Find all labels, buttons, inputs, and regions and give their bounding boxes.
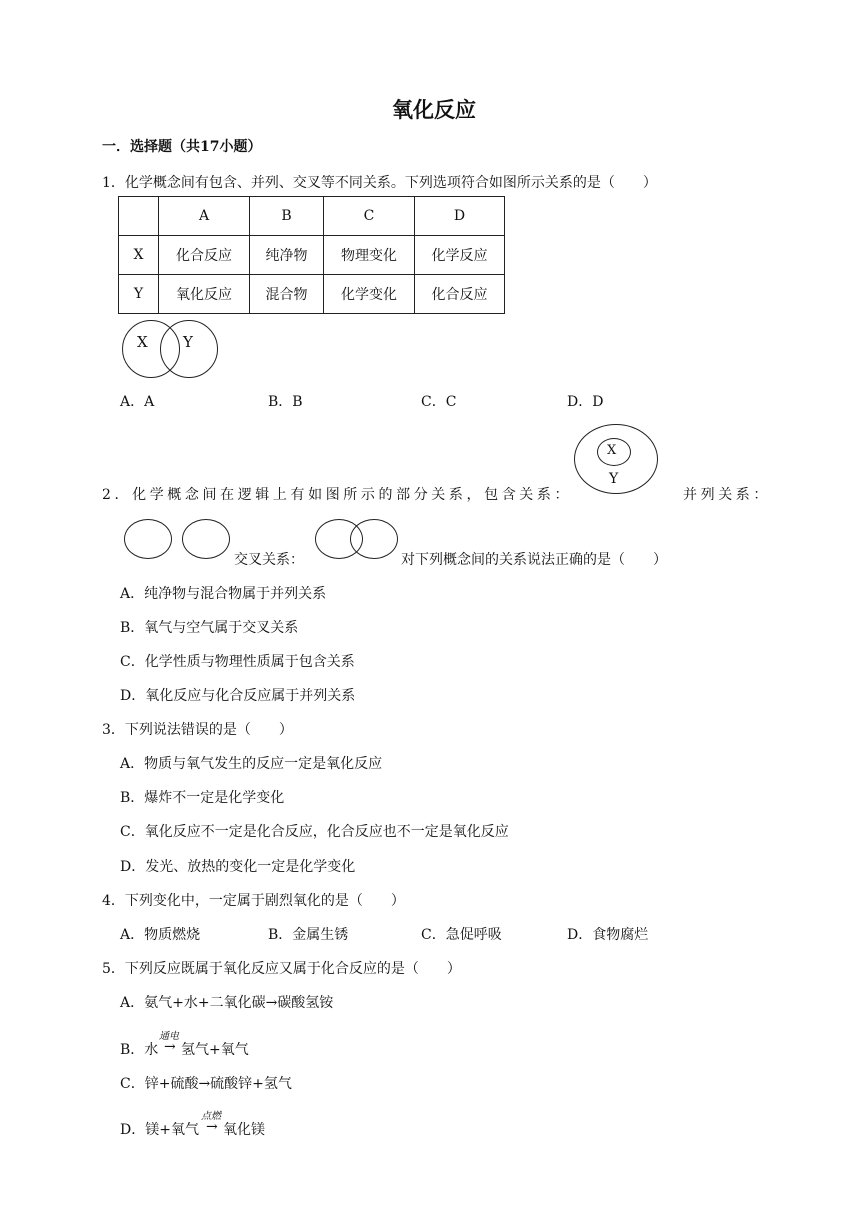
q5-stem: 5．下列反应既属于氧化反应又属于化合反应的是（ ） — [102, 961, 461, 977]
q1-options-table — [118, 196, 505, 314]
q3-option-c: C．氧化反应不一定是化合反应，化合反应也不一定是氧化反应 — [120, 824, 509, 840]
page-title: 氧化反应 — [392, 98, 476, 122]
table-cell: 化合反应 — [415, 275, 505, 314]
table-cell: C — [324, 197, 415, 236]
table-cell: 混合物 — [250, 275, 324, 314]
q5-option-d-condition: 点燃 — [201, 1111, 221, 1122]
q2-option-d: D．氧化反应与化合反应属于并列关系 — [120, 688, 356, 704]
q3-stem: 3．下列说法错误的是（ ） — [102, 722, 293, 738]
parallel-circle-1 — [124, 519, 172, 559]
q1-option-d: D．D — [567, 394, 604, 410]
q4-option-a: A．物质燃烧 — [120, 927, 201, 943]
table-cell: X — [119, 236, 159, 275]
q5-option-d-reactants: D．镁+氧气 — [120, 1122, 199, 1138]
q1-option-c: C．C — [421, 394, 457, 410]
venn-label-x: X — [137, 333, 148, 351]
table-cell: 化合反应 — [159, 236, 250, 275]
q5-option-d-product: 氧化镁 — [223, 1122, 265, 1138]
q5-option-a: A．氨气+水+二氧化碳→碳酸氢铵 — [120, 995, 334, 1011]
table-cell: 化学变化 — [324, 275, 415, 314]
q2-stem-part3: 交叉关系： — [234, 552, 304, 568]
table-row — [119, 275, 505, 314]
venn-label-y: Y — [183, 333, 193, 351]
q4-option-b: B．金属生锈 — [268, 927, 349, 943]
parallel-circle-2 — [182, 519, 230, 559]
q3-option-b: B．爆炸不一定是化学变化 — [120, 790, 285, 806]
table-cell: 氧化反应 — [159, 275, 250, 314]
q1-option-b: B．B — [268, 394, 303, 410]
section-heading: 一．选择题（共17小题） — [102, 139, 262, 155]
table-cell: Y — [119, 275, 159, 314]
q2-option-a: A．纯净物与混合物属于并列关系 — [120, 586, 327, 602]
table-cell: 物理变化 — [324, 236, 415, 275]
q2-stem-part1: 2．化学概念间在逻辑上有如图所示的部分关系，包含关系： — [102, 487, 573, 503]
q5-option-d-arrow: → — [206, 1119, 218, 1135]
table-header-row — [119, 197, 505, 236]
q1-option-a: A．A — [120, 394, 155, 410]
table-cell — [119, 197, 159, 236]
table-row — [119, 236, 505, 275]
q5-option-b-condition: 通电 — [159, 1031, 179, 1042]
table-cell: A — [159, 197, 250, 236]
table-cell: 化学反应 — [415, 236, 505, 275]
q5-option-b-arrow: → — [164, 1039, 176, 1055]
q1-stem: 1．化学概念间有包含、并列、交叉等不同关系。下列选项符合如图所示关系的是（ ） — [102, 175, 657, 191]
q5-option-c: C．锌+硫酸→硫酸锌+氢气 — [120, 1076, 292, 1092]
table-cell: 纯净物 — [250, 236, 324, 275]
contain-label-x: X — [607, 443, 617, 458]
table-cell: B — [250, 197, 324, 236]
q4-option-c: C．急促呼吸 — [421, 927, 502, 943]
q3-option-a: A．物质与氧气发生的反应一定是氧化反应 — [120, 756, 383, 772]
q4-option-d: D．食物腐烂 — [567, 927, 649, 943]
q2-option-c: C．化学性质与物理性质属于包含关系 — [120, 654, 355, 670]
contain-label-y: Y — [609, 471, 619, 487]
table-cell: D — [415, 197, 505, 236]
q3-option-d: D．发光、放热的变化一定是化学变化 — [120, 859, 356, 875]
q2-stem-part4: 对下列概念间的关系说法正确的是（ ） — [401, 552, 667, 568]
q5-option-b-products: 氢气+氧气 — [181, 1042, 249, 1058]
q4-stem: 4．下列变化中，一定属于剧烈氧化的是（ ） — [102, 893, 405, 909]
q2-stem-part2: 并列关系： — [683, 487, 771, 503]
q5-option-b-reactant: B．水 — [120, 1042, 159, 1058]
q2-option-b: B．氧气与空气属于交叉关系 — [120, 620, 299, 636]
intersect-circle-2 — [350, 519, 398, 559]
